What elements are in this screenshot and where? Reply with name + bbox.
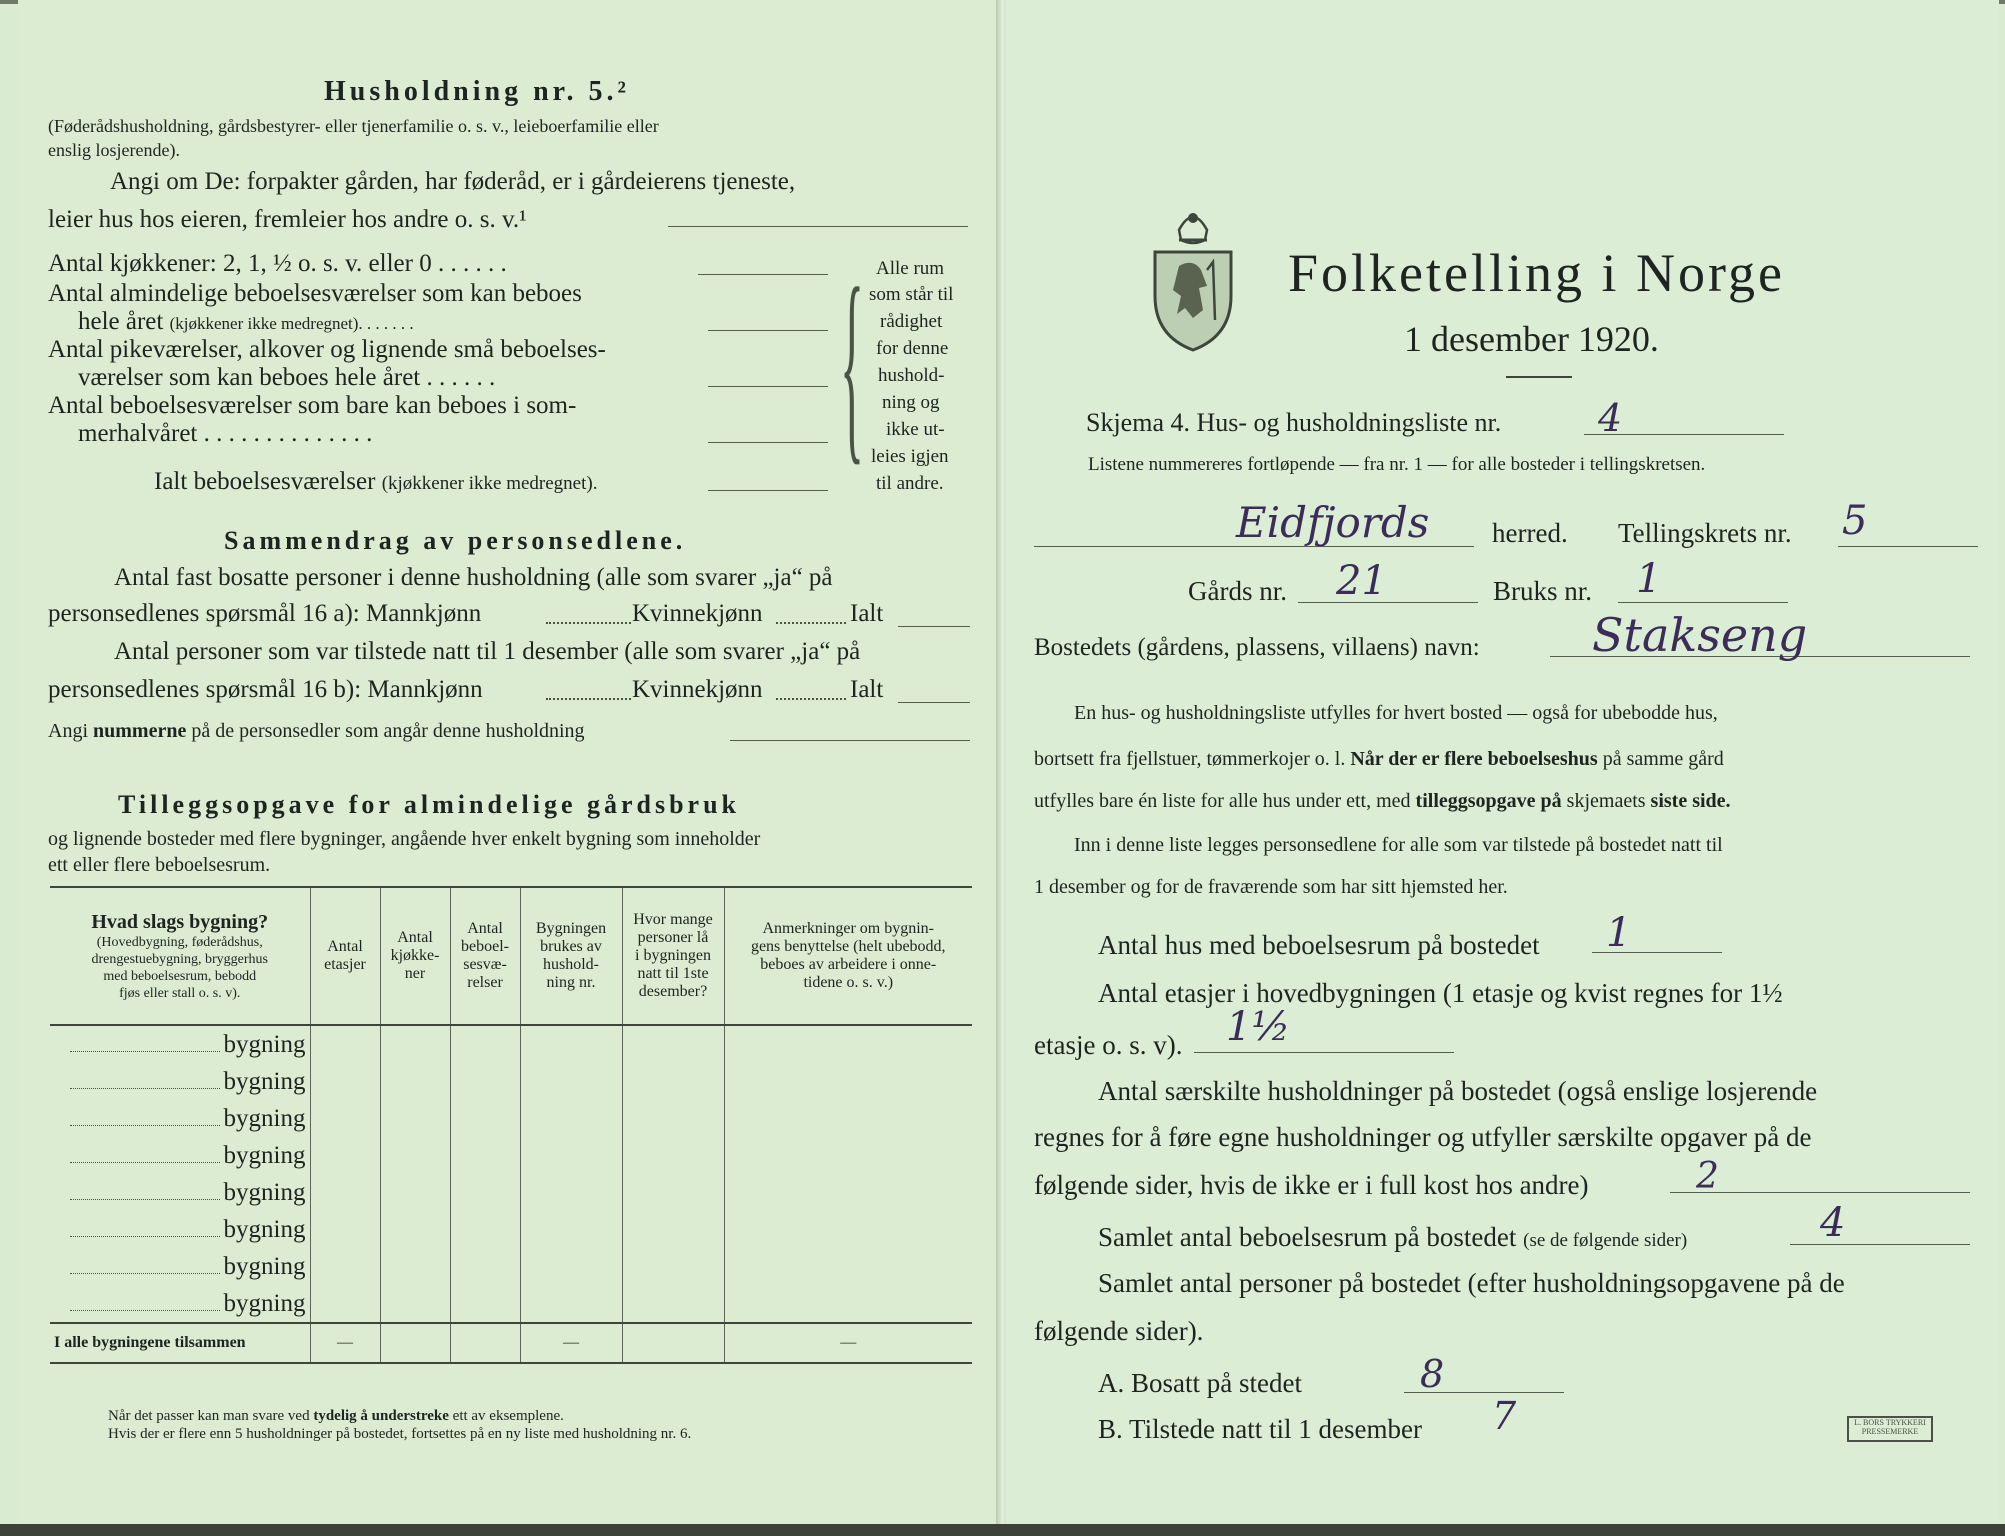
col-building-type-title: Hvad slags bygning? xyxy=(91,911,269,933)
table-cell[interactable] xyxy=(380,1211,450,1248)
table-cell[interactable] xyxy=(380,1100,450,1137)
table-cell[interactable] xyxy=(520,1063,622,1100)
brace-note-line: rådighet xyxy=(880,311,943,332)
resident-a-value[interactable]: 8 xyxy=(1420,1352,1445,1396)
present-female-answer[interactable] xyxy=(776,698,846,700)
table-cell[interactable] xyxy=(622,1174,724,1211)
col-building-type-line: (Hovedbygning, føderådshus, xyxy=(96,935,263,950)
col-floors-header xyxy=(310,887,380,1025)
houses-value[interactable]: 1 xyxy=(1606,910,1632,956)
table-cell[interactable] xyxy=(520,1174,622,1211)
header-line: hushold- xyxy=(543,956,599,973)
brace-glyph: { xyxy=(840,242,864,483)
summer-rooms-label-1: Antal beboelsesværelser som bare kan beboes i som- xyxy=(48,392,577,419)
footnote-bold: tydelig å understreke xyxy=(313,1408,449,1424)
building-type-cell[interactable] xyxy=(50,1248,310,1285)
total-rooms-answer[interactable] xyxy=(708,490,828,491)
info-bold: tilleggsopgave på xyxy=(1415,790,1562,812)
total-rooms-main: Ialt beboelsesværelser xyxy=(154,468,376,495)
total-dash: — xyxy=(840,1334,857,1351)
total-dash: — xyxy=(520,1323,622,1363)
summary-title: Sammendrag av personsedlene. xyxy=(224,526,687,555)
table-cell[interactable] xyxy=(724,1211,972,1248)
col-building-type-line: med beboelsesrum, bebodd xyxy=(103,969,257,984)
schema-label: Skjema 4. Hus- og husholdningsliste nr. xyxy=(1086,408,1502,437)
info-bold: siste side. xyxy=(1650,790,1731,812)
building-row xyxy=(50,1063,972,1100)
numbering-note: Listene nummereres fortløpende — fra nr. 1 — for alle bosteder i tellingskretsen. xyxy=(1088,454,1706,475)
building-row-label: bygning xyxy=(223,1252,306,1280)
brace-note-line: ikke ut- xyxy=(886,419,945,440)
present-b-value[interactable]: 7 xyxy=(1492,1394,1517,1438)
krets-line[interactable] xyxy=(1838,546,1978,547)
table-cell[interactable] xyxy=(380,1025,450,1063)
table-cell[interactable] xyxy=(622,1323,724,1363)
building-row-label: bygning xyxy=(223,1104,306,1132)
building-type-cell[interactable] xyxy=(50,1063,310,1100)
building-row-label: bygning xyxy=(223,1030,306,1058)
present-total-label: Ialt xyxy=(850,676,884,703)
fast-residents-total-label: Ialt xyxy=(850,600,884,627)
rooms-total-main: Samlet antal beboelsesrum på bostedet xyxy=(1098,1222,1517,1252)
krets-value[interactable]: 5 xyxy=(1842,498,1868,544)
table-cell[interactable] xyxy=(520,1248,622,1285)
rooms-year-note: (kjøkkener ikke medregnet). . . . . . . xyxy=(169,314,414,333)
floors-label-line2: etasje o. s. v). xyxy=(1034,1030,1183,1060)
tenure-question-line2: leier hus hos eieren, fremleier hos andre o. s. v.¹ xyxy=(48,206,527,233)
kitchens-answer[interactable] xyxy=(698,274,828,275)
col-household-header xyxy=(520,887,622,1025)
table-cell[interactable] xyxy=(380,1248,450,1285)
rooms-total-line[interactable] xyxy=(1790,1244,1970,1245)
households-value[interactable]: 2 xyxy=(1696,1156,1719,1197)
info-line2 xyxy=(1034,748,1724,771)
small-rooms-label-1: Antal pikeværelser, alkover og lignende små beboelses- xyxy=(48,336,606,363)
bruks-value[interactable]: 1 xyxy=(1636,556,1662,602)
building-row xyxy=(50,1137,972,1174)
col-building-type-line: drengestuebygning, bryggerhus xyxy=(91,952,269,967)
col-remarks-header xyxy=(724,887,972,1025)
header-line: Anmerkninger om bygnin- xyxy=(762,920,935,937)
header-line: ner xyxy=(404,965,426,982)
info-bold: Når der er flere beboelseshus xyxy=(1350,748,1598,770)
table-cell[interactable] xyxy=(380,1063,450,1100)
bosted-value[interactable]: Stakseng xyxy=(1592,608,1808,662)
floors-label-line1: Antal etasjer i hovedbygningen (1 etasje og kvist regnes for 1½ xyxy=(1098,978,1783,1008)
bruks-line[interactable] xyxy=(1618,602,1788,603)
building-table xyxy=(50,886,972,1364)
building-type-cell[interactable] xyxy=(50,1285,310,1323)
building-type-cell[interactable] xyxy=(50,1211,310,1248)
gards-label: Gårds nr. xyxy=(1188,576,1287,606)
table-cell[interactable] xyxy=(520,1100,622,1137)
fast-female-answer[interactable] xyxy=(776,622,846,624)
persons-label-line1: Samlet antal personer på bostedet (efter husholdningsopgavene på de xyxy=(1098,1268,1845,1298)
col-building-type-line: fjøs eller stall o. s. v). xyxy=(119,986,241,1001)
fast-residents-line1: Antal fast bosatte personer i denne husholdning (alle som svarer „ja“ på xyxy=(114,564,833,591)
building-row-label: bygning xyxy=(223,1067,306,1095)
supplement-title: Tilleggsopgave for almindelige gårdsbruk xyxy=(118,790,741,819)
header-line: tidene o. s. v.) xyxy=(803,974,894,991)
header-line: gens benyttelse (helt ubebodd, xyxy=(750,938,946,955)
households-label-line1: Antal særskilte husholdninger på bostedet (også enslige losjerende xyxy=(1098,1076,1818,1106)
table-cell[interactable] xyxy=(310,1248,380,1285)
info-text: på samme gård xyxy=(1602,748,1724,770)
info-text: bortsett fra fjellstuer, tømmerkojer o. l. xyxy=(1034,748,1346,770)
numbers-text-bold: nummerne xyxy=(93,720,187,742)
herred-label: herred. xyxy=(1492,518,1568,548)
table-cell[interactable] xyxy=(724,1248,972,1285)
info-line3 xyxy=(1034,790,1731,813)
building-type-cell[interactable] xyxy=(50,1137,310,1174)
present-female-label: Kvinnekjønn xyxy=(632,676,763,703)
floors-line[interactable] xyxy=(1194,1052,1454,1053)
table-cell[interactable] xyxy=(622,1100,724,1137)
building-total-label: I alle bygningene tilsammen xyxy=(50,1323,310,1363)
col-building-type-header xyxy=(50,887,310,1025)
tenure-question-line1: Angi om De: forpakter gården, har føderåd, er i gårdeierens tjeneste, xyxy=(110,168,796,195)
table-cell[interactable] xyxy=(450,1248,520,1285)
present-b-label: B. Tilstede natt til 1 desember xyxy=(1098,1414,1422,1444)
small-rooms-label-2: værelser som kan beboes hele året . . . . . . xyxy=(78,364,496,391)
building-row-label: bygning xyxy=(223,1141,306,1169)
household-title: Husholdning nr. 5.² xyxy=(324,76,630,107)
table-cell[interactable] xyxy=(724,1285,972,1323)
table-cell[interactable] xyxy=(450,1211,520,1248)
header-line: relser xyxy=(467,974,503,991)
building-row-label: bygning xyxy=(223,1289,306,1317)
floors-value[interactable]: 1½ xyxy=(1226,1004,1291,1050)
header-line: natt til 1ste xyxy=(637,965,709,982)
gards-value[interactable]: 21 xyxy=(1336,558,1387,604)
table-cell[interactable] xyxy=(310,1137,380,1174)
table-cell[interactable] xyxy=(520,1137,622,1174)
building-row xyxy=(50,1025,972,1063)
fast-residents-female-label: Kvinnekjønn xyxy=(632,600,763,627)
present-male-answer[interactable] xyxy=(546,698,631,700)
herred-value[interactable]: Eidfjords xyxy=(1236,498,1430,547)
footnote-text: ett av eksemplene. xyxy=(452,1408,564,1424)
present-persons-line1: Antal personer som var tilstede natt til 1 desember (alle som svarer „ja“ på xyxy=(114,638,861,665)
info-line5: 1 desember og for de fraværende som har sitt hjemsted her. xyxy=(1034,876,1508,898)
left-page xyxy=(18,0,1000,1536)
bosted-label: Bostedets (gårdens, plassens, villaens) navn: xyxy=(1034,634,1480,661)
bruks-label: Bruks nr. xyxy=(1493,576,1593,606)
footnote-text: Når det passer kan man svare ved xyxy=(108,1408,310,1424)
schema-number-value[interactable]: 4 xyxy=(1598,396,1623,440)
building-type-cell[interactable] xyxy=(50,1100,310,1137)
rooms-year-label-2 xyxy=(78,308,414,336)
small-rooms-answer[interactable] xyxy=(708,386,828,387)
info-text: utfylles bare én liste for alle hus under ett, med xyxy=(1034,790,1411,812)
info-text: skjemaets xyxy=(1566,790,1646,812)
table-cell[interactable] xyxy=(310,1174,380,1211)
persons-label-line2: følgende sider). xyxy=(1034,1316,1204,1346)
building-row-label: bygning xyxy=(223,1215,306,1243)
rooms-year-answer[interactable] xyxy=(708,330,828,331)
info-line4: Inn i denne liste legges personsedlene for alle som var tilstede på bostedet natt til xyxy=(1074,834,1723,856)
summer-rooms-answer[interactable] xyxy=(708,442,828,443)
households-label-line2: regnes for å føre egne husholdninger og utfyller særskilte opgaver på de xyxy=(1034,1122,1812,1152)
table-cell[interactable] xyxy=(450,1285,520,1323)
table-cell[interactable] xyxy=(724,1063,972,1100)
household-desc-line1: (Føderådshusholdning, gårdsbestyrer- eller tjenerfamilie o. s. v., leieboerfamilie eller xyxy=(48,116,659,136)
building-table-header xyxy=(50,887,972,1025)
table-cell[interactable] xyxy=(450,1137,520,1174)
info-line1: En hus- og husholdningsliste utfylles for hvert bosted — også for ubebodde hus, xyxy=(1074,702,1718,724)
header-line: beboes av arbeidere i onne- xyxy=(760,956,937,973)
table-cell[interactable] xyxy=(450,1100,520,1137)
col-kitchens-header xyxy=(380,887,450,1025)
brace-note-line: Alle rum xyxy=(876,258,945,279)
header-line: desember? xyxy=(638,983,708,1000)
brace-note-line: leies igjen xyxy=(871,446,949,467)
table-cell[interactable] xyxy=(724,1137,972,1174)
resident-a-label: A. Bosatt på stedet xyxy=(1098,1368,1302,1398)
rooms-year-label-1: Antal almindelige beboelsesværelser som kan beboes xyxy=(48,280,582,307)
header-line: etasjer xyxy=(324,956,366,973)
table-cell[interactable] xyxy=(380,1137,450,1174)
table-cell[interactable] xyxy=(450,1063,520,1100)
coat-of-arms-icon xyxy=(1149,200,1237,354)
footnote-line2: Hvis der er flere enn 5 husholdninger på bostedet, fortsettes på en ny liste med husholdning nr. 6. xyxy=(108,1426,692,1442)
numbers-text-a: Angi xyxy=(48,720,88,742)
building-total-row xyxy=(50,1323,972,1363)
supplement-desc-line1: og lignende bosteder med flere bygninger, angående hver enkelt bygning som inneholder xyxy=(48,828,761,850)
rooms-year-label-2-main: hele året xyxy=(78,308,164,335)
table-cell[interactable] xyxy=(310,1063,380,1100)
rooms-total-note: (se de følgende sider) xyxy=(1523,1230,1688,1251)
header-line: Antal xyxy=(397,929,433,946)
table-cell[interactable] xyxy=(310,1100,380,1137)
right-page xyxy=(1006,0,1999,1536)
table-cell[interactable] xyxy=(310,1285,380,1323)
header-line: ning nr. xyxy=(546,974,596,991)
table-cell[interactable] xyxy=(622,1025,724,1063)
person-numbers-answer[interactable] xyxy=(730,740,970,741)
header-line: Antal xyxy=(327,938,363,955)
present-male-label: personsedlenes spørsmål 16 b): Mannkjønn xyxy=(48,676,483,703)
table-cell[interactable] xyxy=(450,1174,520,1211)
footnote-line1 xyxy=(108,1408,564,1425)
header-line: Antal xyxy=(467,920,503,937)
rooms-total-value[interactable]: 4 xyxy=(1820,1200,1846,1246)
building-row xyxy=(50,1248,972,1285)
total-rooms-label xyxy=(154,468,597,496)
header-line: Bygningen xyxy=(535,920,607,937)
building-row xyxy=(50,1285,972,1323)
total-dash: — xyxy=(310,1323,380,1363)
header-line: sesvæ- xyxy=(463,956,507,973)
table-cell[interactable] xyxy=(622,1063,724,1100)
title-rule xyxy=(1506,376,1572,378)
person-numbers-label xyxy=(48,720,585,743)
building-row xyxy=(50,1100,972,1137)
table-cell[interactable] xyxy=(380,1285,450,1323)
table-cell[interactable] xyxy=(450,1025,520,1063)
households-label-line3: følgende sider, hvis de ikke er i full kost hos andre) xyxy=(1034,1170,1589,1200)
brace-note-line: hushold- xyxy=(878,365,945,386)
table-cell[interactable] xyxy=(622,1285,724,1323)
scan-edge-bottom xyxy=(0,1524,2005,1536)
houses-label: Antal hus med beboelsesrum på bostedet xyxy=(1098,930,1540,960)
kitchens-label: Antal kjøkkener: 2, 1, ½ o. s. v. eller 0 . . . . . . xyxy=(48,250,507,277)
table-cell[interactable] xyxy=(724,1174,972,1211)
building-type-cell[interactable] xyxy=(50,1025,310,1063)
table-cell[interactable] xyxy=(520,1285,622,1323)
col-rooms-header xyxy=(450,887,520,1025)
building-row xyxy=(50,1211,972,1248)
household-desc-line2: enslig losjerende). xyxy=(48,140,180,160)
tenure-answer-line[interactable] xyxy=(668,226,968,227)
table-cell[interactable] xyxy=(310,1211,380,1248)
table-cell[interactable] xyxy=(520,1025,622,1063)
census-date: 1 desember 1920. xyxy=(1404,319,1659,359)
table-cell[interactable] xyxy=(450,1323,520,1363)
fast-residents-male-label: personsedlenes spørsmål 16 a): Mannkjønn xyxy=(48,600,482,627)
fast-male-answer[interactable] xyxy=(546,622,631,624)
summer-rooms-label-2: merhalvåret . . . . . . . . . . . . . . xyxy=(78,420,373,447)
printer-stamp: L. BORS TRYKKERI PRESSEMERKE xyxy=(1847,1416,1933,1442)
header-line: kjøkke- xyxy=(390,947,440,964)
present-total-answer[interactable] xyxy=(898,702,970,703)
building-row xyxy=(50,1174,972,1211)
header-line: Hvor mange xyxy=(633,911,713,928)
col-persons-header xyxy=(622,887,724,1025)
rooms-total-label xyxy=(1098,1222,1687,1253)
table-cell[interactable] xyxy=(622,1248,724,1285)
header-line: i bygningen xyxy=(635,947,711,964)
table-cell[interactable] xyxy=(622,1211,724,1248)
numbers-text-c: på de personsedler som angår denne husholdning xyxy=(191,720,585,742)
brace-note-line: ning og xyxy=(882,392,940,413)
table-cell[interactable] xyxy=(724,1025,972,1063)
table-cell[interactable] xyxy=(310,1025,380,1063)
header-line: beboel- xyxy=(461,938,509,955)
total-rooms-note: (kjøkkener ikke medregnet). xyxy=(381,473,598,494)
brace-note-line: som står til xyxy=(869,284,954,305)
fast-total-answer[interactable] xyxy=(898,626,970,627)
brace-note-line: for denne xyxy=(876,338,949,359)
table-cell[interactable] xyxy=(622,1137,724,1174)
header-line: personer lå xyxy=(637,929,709,946)
table-cell[interactable] xyxy=(380,1323,450,1363)
header-line: brukes av xyxy=(540,938,602,955)
table-cell[interactable] xyxy=(520,1211,622,1248)
census-title: Folketelling i Norge xyxy=(1288,243,1785,303)
table-cell[interactable] xyxy=(380,1174,450,1211)
building-type-cell[interactable] xyxy=(50,1174,310,1211)
supplement-desc-line2: ett eller flere beboelsesrum. xyxy=(48,854,271,876)
brace-note-line: til andre. xyxy=(876,473,944,494)
gards-line[interactable] xyxy=(1298,602,1478,603)
krets-label: Tellingskrets nr. xyxy=(1618,518,1792,548)
table-cell[interactable] xyxy=(724,1100,972,1137)
building-row-label: bygning xyxy=(223,1178,306,1206)
